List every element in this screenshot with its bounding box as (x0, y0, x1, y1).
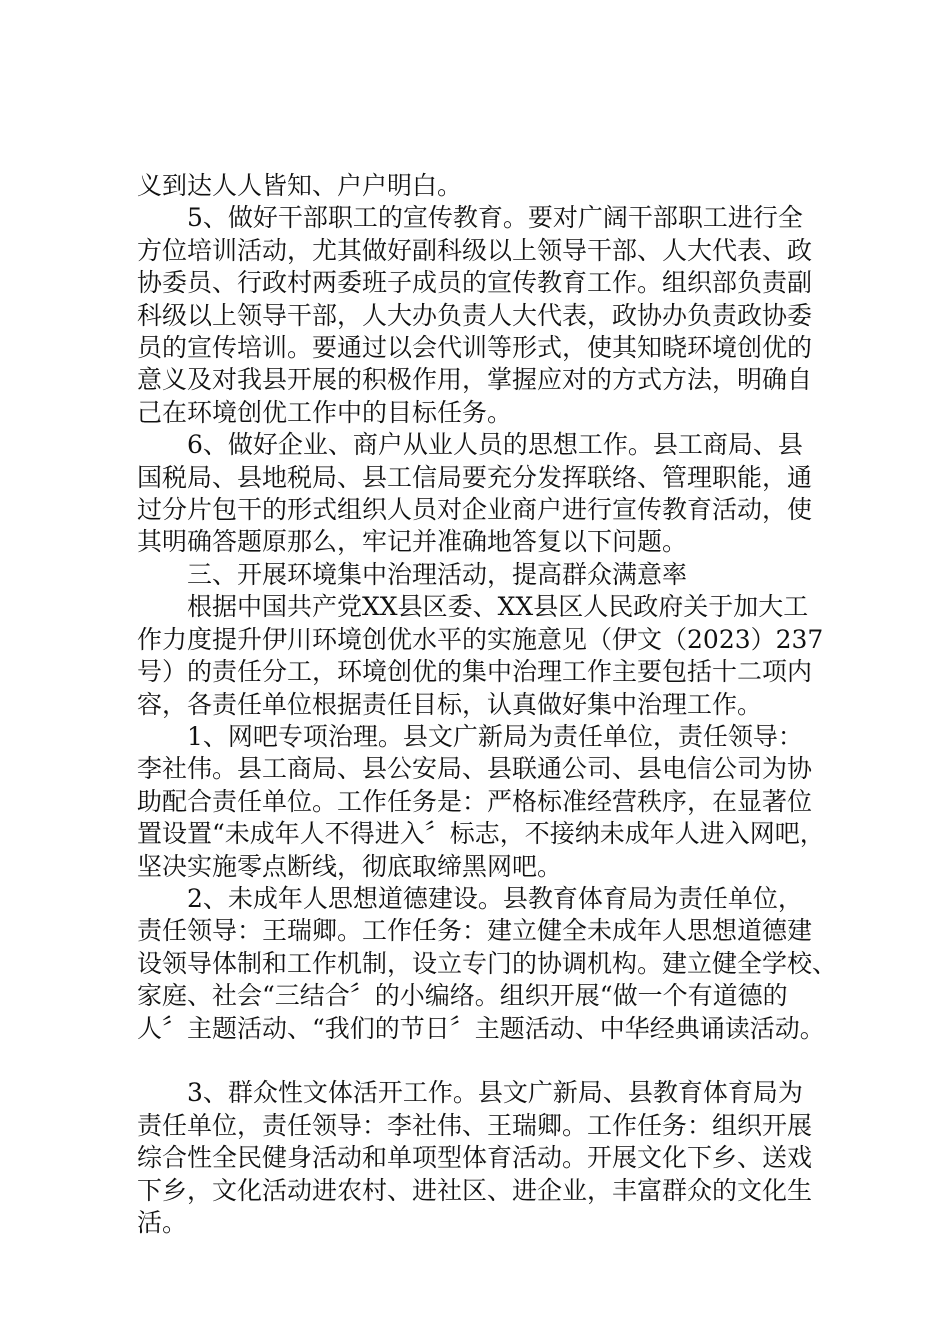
text-line: 协委员、行政村两委班子成员的宣传教育工作。组织部负责副 (137, 268, 813, 298)
text-line: 其明确答题原那么，牢记并准确地答复以下问题。 (137, 527, 688, 557)
text-line: 根据中国共产党XX县区委、XX县区人民政府关于加大工 (187, 592, 809, 622)
text-line: 方位培训活动，尤其做好副科级以上领导干部、人大代表、政 (137, 235, 813, 265)
text-line: 意义及对我县开展的积极作用，掌握应对的方式方法，明确自 (137, 365, 813, 395)
text-line: 坚决实施零点断线，彻底取缔黑网吧。 (137, 851, 563, 881)
text-line: 综合性全民健身活动和单项型体育活动。开展文化下乡、送戏 (137, 1143, 813, 1173)
text-line: 置设置“未成年人不得进入〞标志，不接纳未成年人进入网吧， (137, 819, 825, 849)
text-line: 员的宣传培训。要通过以会代训等形式，使其知晓环境创优的 (137, 333, 813, 363)
document-body (137, 170, 837, 1239)
text-line: 1、网吧专项治理。县文广新局为责任单位，责任领导： (187, 721, 803, 751)
text-line: 李社伟。县工商局、县公安局、县联通公司、县电信公司为协 (137, 754, 813, 784)
text-line: 家庭、社会“三结合〞的小编络。组织开展“做一个有道德的 (137, 981, 788, 1011)
text-line: 2、未成年人思想道德建设。县教育体育局为责任单位， (187, 883, 803, 913)
text-line: 责任单位，责任领导：李社伟、王瑞卿。工作任务：组织开展 (137, 1110, 813, 1140)
text-line: 国税局、县地税局、县工信局要充分发挥联络、管理职能，通 (137, 462, 813, 492)
text-line: 活。 (137, 1207, 188, 1237)
text-line: 过分片包干的形式组织人员对企业商户进行宣传教育活动，使 (137, 495, 813, 525)
text-line: 义到达人人皆知、户户明白。 (137, 171, 463, 200)
text-line: 容，各责任单位根据责任目标，认真做好集中治理工作。 (137, 689, 763, 719)
text-line: 作力度提升伊川环境创优水平的实施意见（伊文（2023）237 (137, 624, 824, 654)
text-line: 号）的责任分工，环境创优的集中治理工作主要包括十二项内 (137, 657, 813, 687)
paragraph-gap (137, 1045, 837, 1077)
text-line: 责任领导：王瑞卿。工作任务：建立健全未成年人思想道德建 (137, 916, 813, 946)
text-line: 人〞主题活动、“我们的节日〞主题活动、中华经典诵读活动。 (137, 1013, 825, 1043)
text-line: 下乡，文化活动进农村、进社区、进企业，丰富群众的文化生 (137, 1175, 813, 1205)
section-heading: 三、开展环境集中治理活动，提高群众满意率 (187, 559, 688, 589)
text-line: 6、做好企业、商户从业人员的思想工作。县工商局、县 (187, 430, 803, 460)
text-line: 助配合责任单位。工作任务是：严格标准经营秩序，在显著位 (137, 786, 813, 816)
text-line: 设领导体制和工作机制，设立专门的协调机构。建立健全学校、 (137, 948, 838, 978)
text-line: 3、群众性文体活开工作。县文广新局、县教育体育局为 (187, 1078, 803, 1108)
text-line: 己在环境创优工作中的目标任务。 (137, 397, 513, 427)
text-line: 5、做好干部职工的宣传教育。要对广阔干部职工进行全 (187, 203, 803, 233)
text-line: 科级以上领导干部，人大办负责人大代表，政协办负责政协委 (137, 300, 813, 330)
